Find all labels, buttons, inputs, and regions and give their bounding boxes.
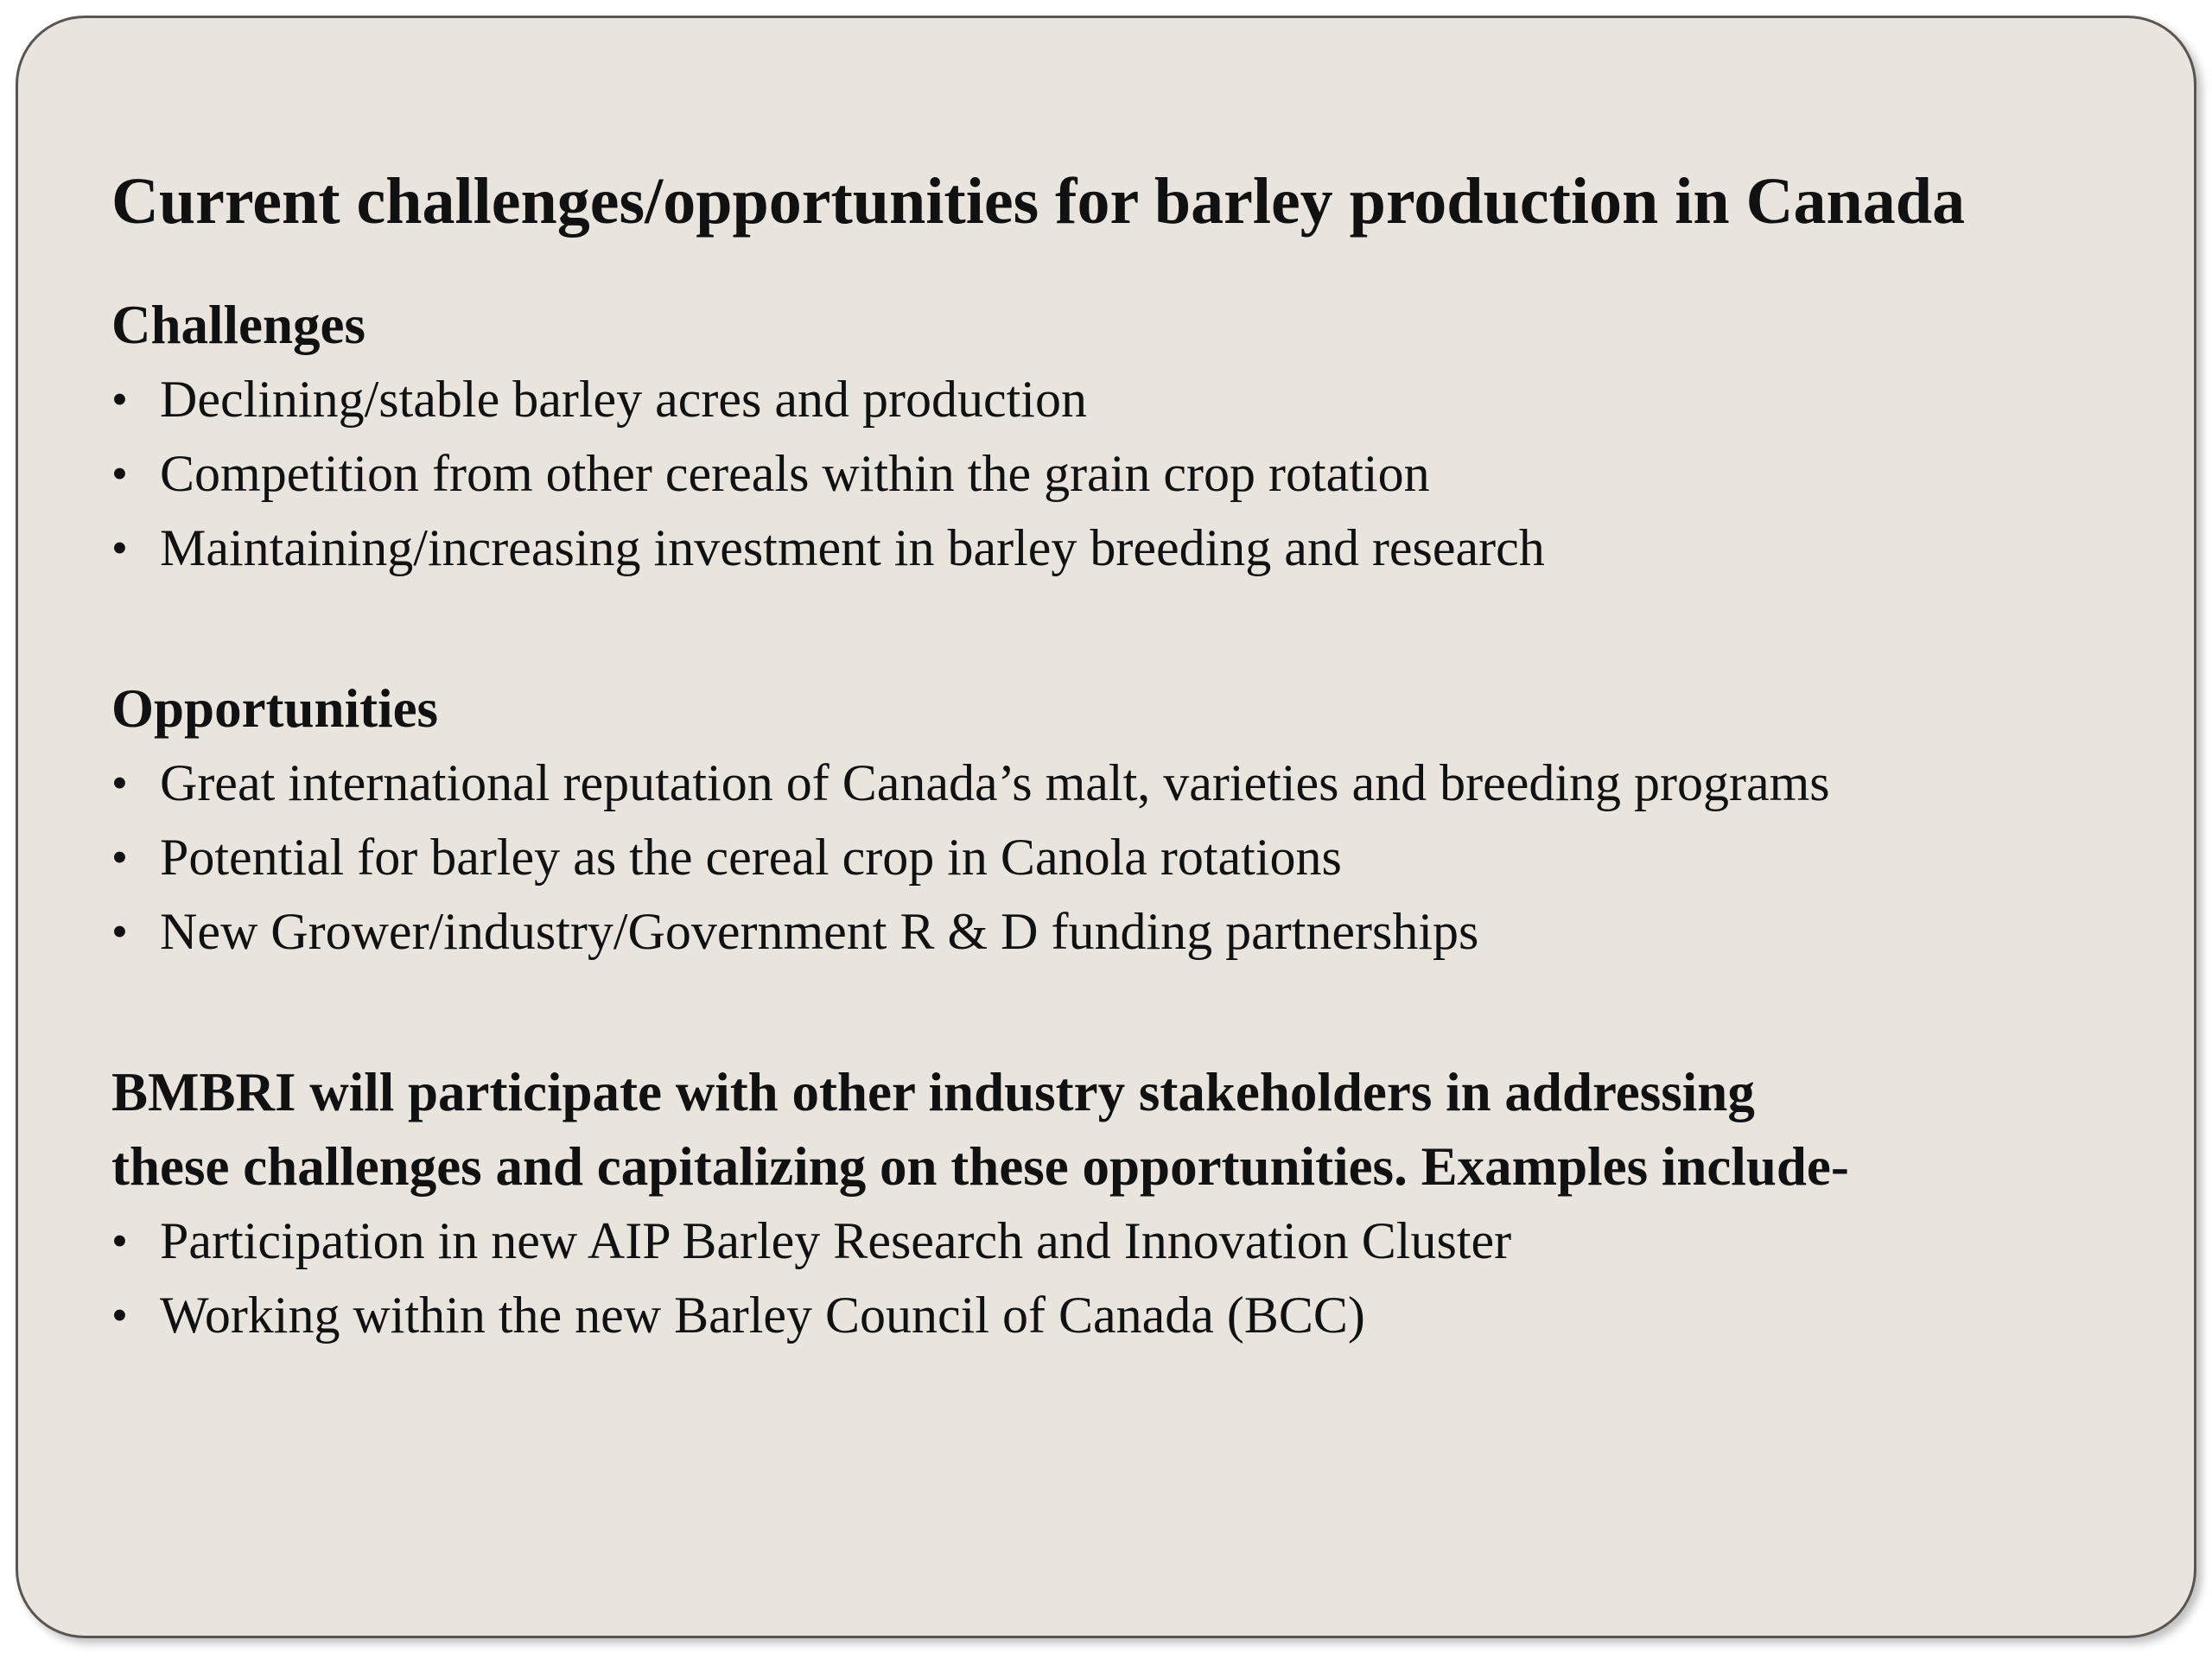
challenges-list (111, 362, 2168, 585)
spacer (111, 969, 2168, 1055)
bullet-icon: • (111, 448, 128, 499)
challenges-heading: Challenges (111, 295, 366, 355)
list-item (111, 894, 2168, 969)
list-item (111, 746, 2168, 820)
slide-panel (16, 16, 2196, 1638)
list-item (111, 1278, 2168, 1352)
slide-content (111, 156, 2168, 1352)
list-item (111, 511, 2168, 585)
list-item-text: Great international reputation of Canada’s malt, varieties and breeding programs (160, 754, 1830, 811)
bullet-icon: • (111, 906, 128, 957)
bmbri-examples-list (111, 1204, 2168, 1352)
list-item (111, 436, 2168, 511)
list-item-text: Competition from other cereals within the grain crop rotation (160, 445, 1430, 502)
bullet-icon: • (111, 1289, 128, 1341)
bullet-icon: • (111, 1215, 128, 1267)
list-item-text: Working within the new Barley Council of Canada (BCC) (160, 1287, 1365, 1344)
list-item-text: Participation in new AIP Barley Research and Innovation Cluster (160, 1212, 1512, 1269)
spacer (111, 246, 2168, 288)
list-item-text: Declining/stable barley acres and production (160, 371, 1087, 428)
bullet-icon: • (111, 373, 128, 425)
list-item-text: New Grower/industry/Government R & D funding partnerships (160, 903, 1479, 960)
opportunities-heading: Opportunities (111, 678, 439, 739)
list-item (111, 820, 2168, 894)
bullet-icon: • (111, 831, 128, 883)
bullet-icon: • (111, 757, 128, 809)
slide-title: Current challenges/opportunities for barley production in Canada (111, 165, 1966, 238)
list-item (111, 1204, 2168, 1278)
list-item-text: Potential for barley as the cereal crop in Canola rotations (160, 829, 1342, 886)
opportunities-list (111, 746, 2168, 969)
bullet-icon: • (111, 522, 128, 574)
bmbri-heading-line2: these challenges and capitalizing on these opportunities. Examples include- (111, 1136, 1849, 1197)
list-item-text: Maintaining/increasing investment in barley breeding and research (160, 519, 1545, 576)
bmbri-heading-line1: BMBRI will participate with other industry stakeholders in addressing (111, 1062, 1755, 1122)
list-item (111, 362, 2168, 436)
spacer (111, 585, 2168, 671)
